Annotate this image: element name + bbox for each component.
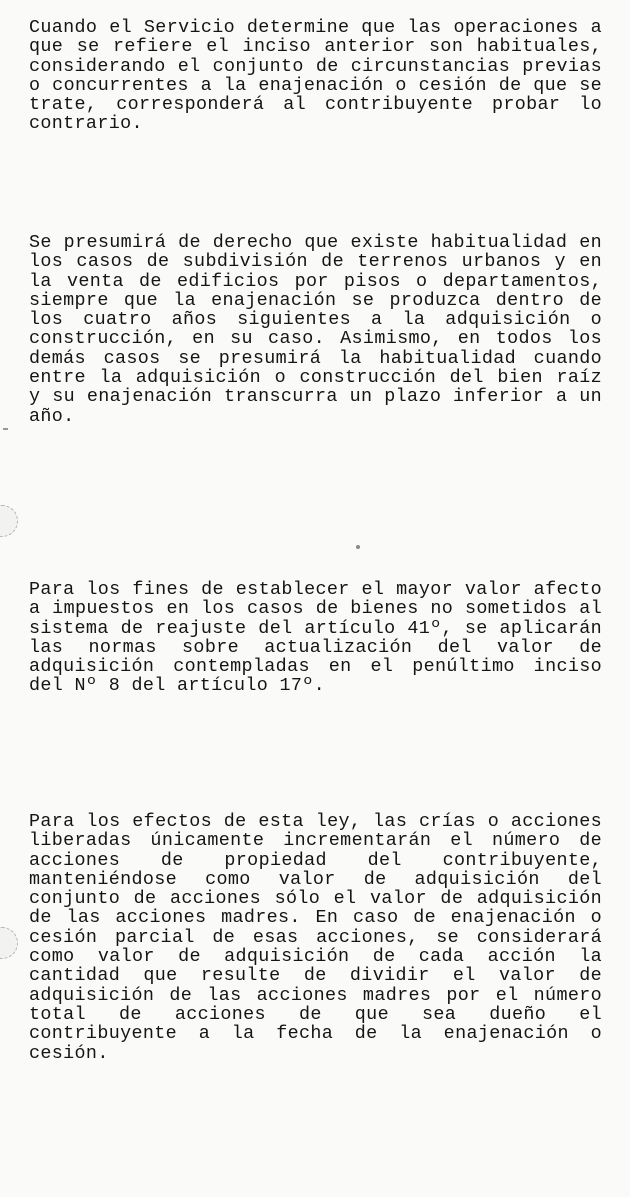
paragraph-mayor-valor: Para los fines de establecer el mayor valor afecto a impuestos en los casos de bienes no sometidos al sistema de reajuste del artículo 41º, se aplicarán las normas sobre actualización del valor de adquisición contempladas en el penúltimo inciso del Nº 8 del artículo 17º. bbox=[29, 579, 602, 697]
punch-hole-mark bbox=[0, 505, 18, 537]
scan-speck bbox=[356, 545, 360, 549]
paragraph-presuncion-habitualidad: Se presumirá de derecho que existe habitualidad en los casos de subdivisión de terrenos urbanos y en la venta de edificios por pisos o departamentos, siempre que la enajenación se produzca dentro de los cuatro años siguientes a la adquisición o construcción, en su caso. Asimismo, en todos los demás casos se presumirá la habitualidad cuando entre la adquisición o construcción del bien raíz y su enajenación transcurra un plazo inferior a un año. bbox=[29, 232, 602, 427]
punch-hole-mark bbox=[0, 927, 18, 959]
paragraph-acciones-liberadas: Para los efectos de esta ley, las crías o acciones liberadas únicamente incrementarán el número de acciones de propiedad del contribuyente, manteniéndose como valor de adquisición del conjunto de acciones sólo el valor de adquisición de las acciones madres. En caso de enajenación o cesión parcial de esas acciones, se considerará como valor de adquisición de cada acción la cantidad que resulte de dividir el valor de adquisición de las acciones madres por el número total de acciones de que sea dueño el contribuyente a la fecha de la enajenación o cesión. bbox=[29, 811, 602, 1064]
margin-mark bbox=[3, 428, 8, 430]
paragraph-habitualidad-prueba: Cuando el Servicio determine que las operaciones a que se refiere el inciso anterior son habituales, considerando el conjunto de circunstancias previas o concurrentes a la enajenación o cesión de que se trate, corresponderá al contribuyente probar lo contrario. bbox=[29, 17, 602, 135]
